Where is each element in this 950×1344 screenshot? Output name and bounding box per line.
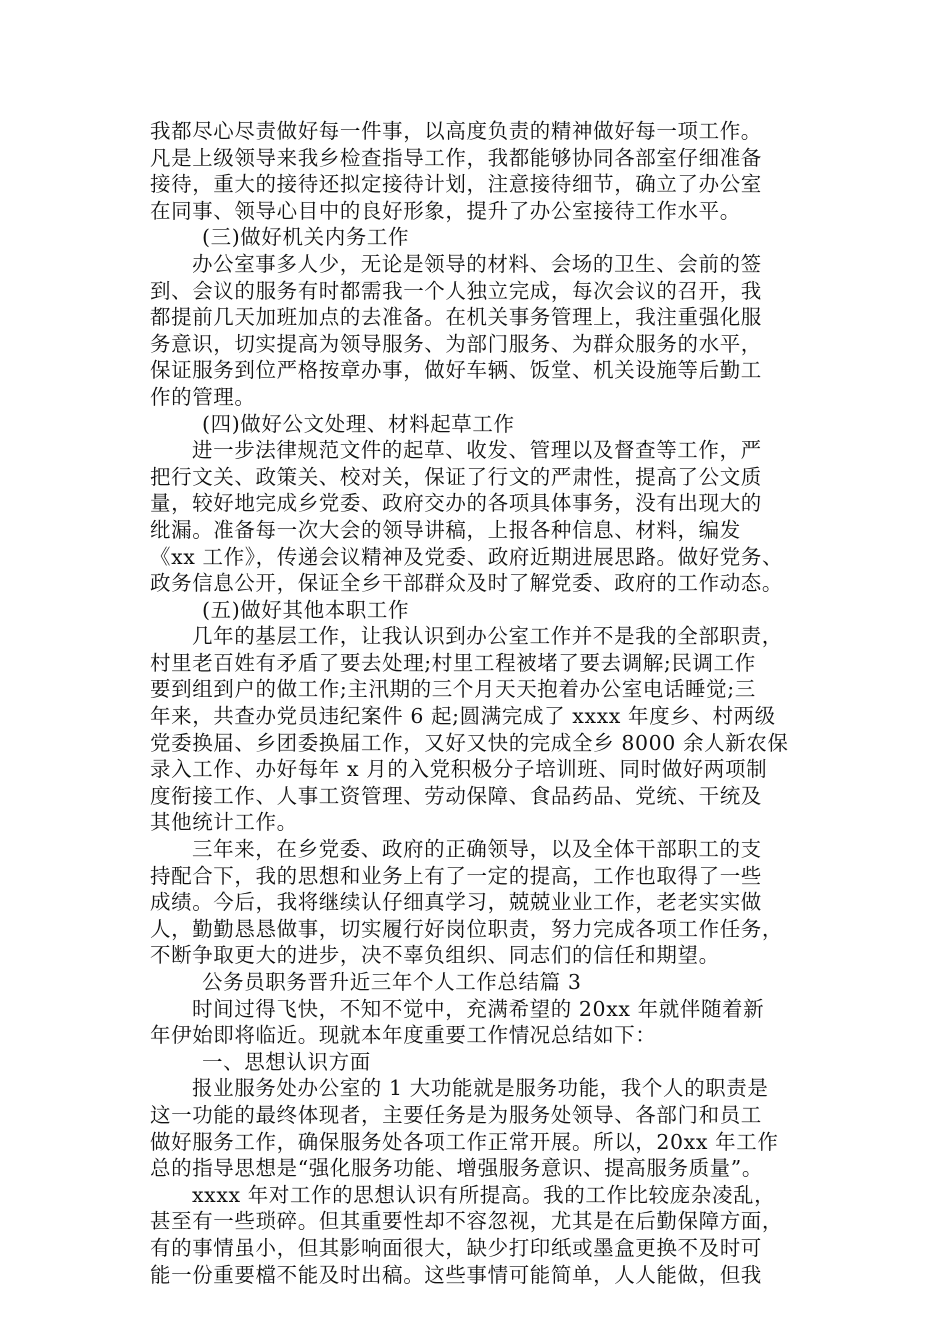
text-line: 时间过得飞快，不知不觉中，充满希望的 20xx 年就伴随着新 xyxy=(192,996,765,1021)
text-line: 在同事、领导心目中的良好形象，提升了办公室接待工作水平。 xyxy=(150,198,741,223)
text-line: 人，勤勤恳恳做事，切实履行好岗位职责，努力完成各项工作任务， xyxy=(150,916,783,941)
text-line: 接待，重大的接待还拟定接待计划，注意接待细节，确立了办公室 xyxy=(150,172,762,197)
text-line: 度衔接工作、人事工资管理、劳动保障、食品药品、党统、干统及 xyxy=(150,783,762,808)
text-line: 进一步法律规范文件的起草、收发、管理以及督查等工作，严 xyxy=(192,438,762,463)
text-line: 政务信息公开，保证全乡干部群众及时了解党委、政府的工作动态。 xyxy=(150,571,783,596)
section-heading: 公务员职务晋升近三年个人工作总结篇 3 xyxy=(202,970,582,994)
section-heading: 一、思想认识方面 xyxy=(202,1049,371,1074)
text-line: 纰漏。准备每一次大会的领导讲稿，上报各种信息、材料，编发 xyxy=(150,517,741,542)
text-line: 三年来，在乡党委、政府的正确领导，以及全体干部职工的支 xyxy=(192,837,762,862)
section-heading: (五)做好其他本职工作 xyxy=(202,597,410,622)
text-line: 把行文关、政策关、校对关，保证了行文的严肃性，提高了公文质 xyxy=(150,464,762,489)
document-body xyxy=(150,118,822,1288)
text-line: xxxx 年对工作的思想认识有所提高。我的工作比较庞杂凌乱， xyxy=(192,1182,776,1207)
text-line: 量，较好地完成乡党委、政府交办的各项具体事务，没有出现大的 xyxy=(150,491,762,516)
text-line: 报业服务处办公室的 1 大功能就是服务功能，我个人的职责是 xyxy=(192,1076,769,1101)
text-line: 保证服务到位严格按章办事，做好车辆、饭堂、机关设施等后勤工 xyxy=(150,358,762,383)
text-line: 不断争取更大的进步，决不辜负组织、同志们的信任和期望。 xyxy=(150,943,720,968)
text-line: 持配合下，我的思想和业务上有了一定的提高，工作也取得了一些 xyxy=(150,863,762,888)
section-heading: (四)做好公文处理、材料起草工作 xyxy=(202,411,515,436)
text-line: 到、会议的服务有时都需我一个人独立完成，每次会议的召开，我 xyxy=(150,278,762,303)
text-line: 《xx 工作》，传递会议精神及党委、政府近期进展思路。做好党务、 xyxy=(150,544,784,569)
text-line: 这一功能的最终体现者，主要任务是为服务处领导、各部门和员工 xyxy=(150,1102,762,1127)
text-line: 办公室事多人少，无论是领导的材料、会场的卫生、会前的签 xyxy=(192,251,762,276)
text-line: 几年的基层工作，让我认识到办公室工作并不是我的全部职责， xyxy=(192,624,783,649)
text-line: 村里老百姓有矛盾了要去处理;村里工程被堵了要去调解;民调工作 xyxy=(150,650,756,675)
text-line: 做好服务工作，确保服务处各项工作正常开展。所以，20xx 年工作 xyxy=(150,1129,779,1154)
text-line: 能一份重要檔不能及时出稿。这些事情可能简单，人人能做，但我 xyxy=(150,1262,762,1287)
text-line: 甚至有一些琐碎。但其重要性却不容忽视，尤其是在后勤保障方面， xyxy=(150,1209,783,1234)
text-line: 年来，共查办党员违纪案件 6 起;圆满完成了 xxxx 年度乡、村两级 xyxy=(150,704,776,729)
text-line: 录入工作、办好每年 x 月的入党积极分子培训班、同时做好两项制 xyxy=(150,757,768,782)
text-line: 凡是上级领导来我乡检查指导工作，我都能够协同各部室仔细准备 xyxy=(150,145,762,170)
text-line: 总的指导思想是“强化服务功能、增强服务意识、提高服务质量”。 xyxy=(150,1156,763,1181)
text-line: 要到组到户的做工作;主汛期的三个月天天抱着办公室电话睡觉;三 xyxy=(150,677,756,702)
text-line: 我都尽心尽责做好每一件事，以高度负责的精神做好每一项工作。 xyxy=(150,119,762,143)
section-heading: (三)做好机关内务工作 xyxy=(202,225,410,250)
text-line: 其他统计工作。 xyxy=(150,810,298,835)
text-line: 务意识，切实提高为领导服务、为部门服务、为群众服务的水平， xyxy=(150,331,762,356)
text-line: 年伊始即将临近。现就本年度重要工作情况总结如下： xyxy=(150,1023,657,1048)
text-line: 有的事情虽小，但其影响面很大，缺少打印纸或墨盒更换不及时可 xyxy=(150,1235,762,1260)
text-line: 成绩。今后，我将继续认仔细真学习，兢兢业业工作，老老实实做 xyxy=(150,890,762,915)
text-line: 作的管理。 xyxy=(150,384,256,409)
text-line: 都提前几天加班加点的去准备。在机关事务管理上，我注重强化服 xyxy=(150,305,762,330)
text-line: 党委换届、乡团委换届工作，又好又快的完成全乡 8000 余人新农保 xyxy=(150,730,789,755)
